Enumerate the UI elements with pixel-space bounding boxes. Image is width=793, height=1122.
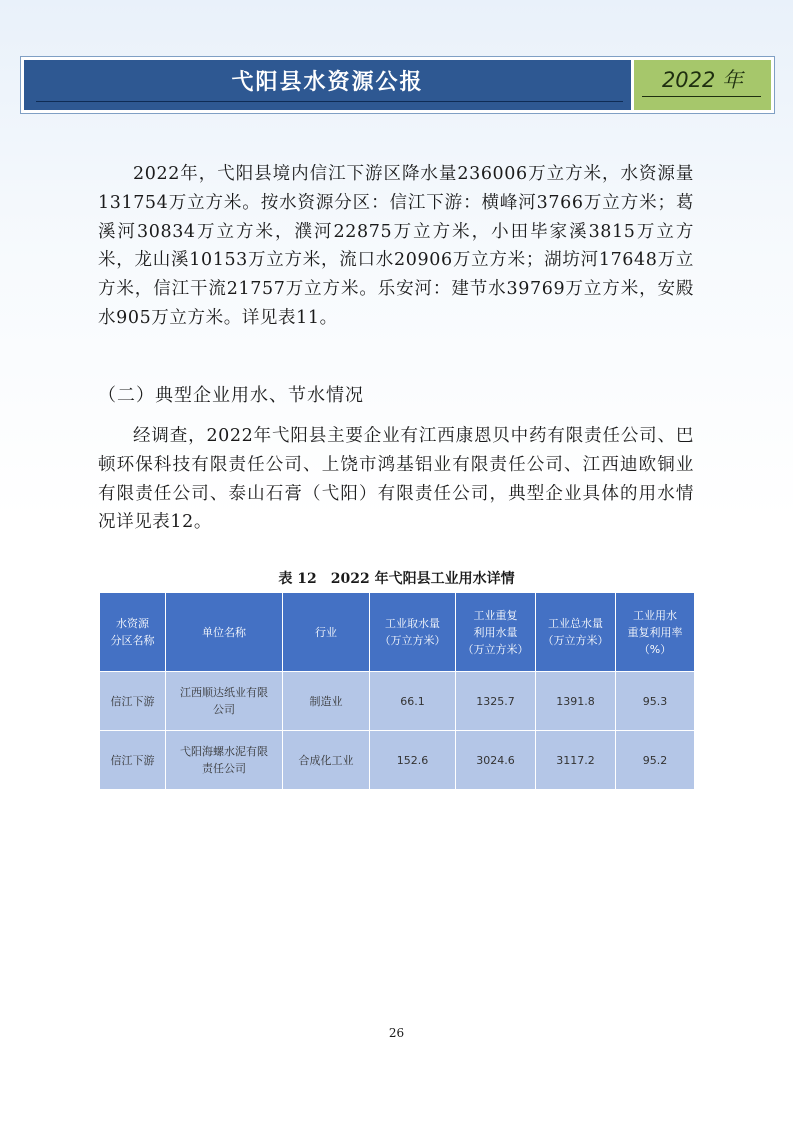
cell-intake: 152.6 [370, 731, 456, 790]
table-row [100, 731, 695, 790]
cell-industry: 制造业 [283, 672, 370, 731]
table-caption: 表 12 2022 年弋阳县工业用水详情 [278, 571, 515, 587]
paragraph-enterprises: 经调查，2022年弋阳县主要企业有江西康恩贝中药有限责任公司、巴顿环保科技有限责任公司、上饶市鸿基铝业有限责任公司、江西迪欧铜业有限责任公司、泰山石膏（弋阳）有限责任公司，典型企业具体的用水情况详见表12。 [98, 426, 694, 533]
header-year-box [634, 60, 771, 110]
section-heading: （二）典型企业用水、节水情况 [98, 385, 364, 406]
cell-reuse: 1325.7 [456, 672, 536, 731]
table-header-row [100, 593, 695, 672]
paragraph-rainfall: 2022年，弋阳县境内信江下游区降水量236006万立方米，水资源量131754万立方米。按水资源分区：信江下游：横峰河3766万立方米；葛溪河30834万立方米，濮河22875万立方米，小田毕家溪3815万立方米，龙山溪10153万立方米，流口水20906万立方米；湖坊河17648万立方米，信江干流21757万立方米。乐安河：建节水39769万立方米，安殿水905万立方米。详见表11。 [98, 164, 694, 328]
col-header-region: 水资源 分区名称 [100, 593, 166, 672]
table-row [100, 672, 695, 731]
cell-unit: 弋阳海螺水泥有限 责任公司 [166, 731, 283, 790]
cell-unit: 江西顺达纸业有限 公司 [166, 672, 283, 731]
page-number: 26 [388, 1026, 405, 1040]
col-header-industry: 行业 [283, 593, 370, 672]
col-header-unit: 单位名称 [166, 593, 283, 672]
report-year: 2022 年 [661, 68, 744, 92]
col-header-rate: 工业用水 重复利用率 （%） [616, 593, 695, 672]
header-title-box [24, 60, 631, 110]
cell-region: 信江下游 [100, 731, 166, 790]
cell-region: 信江下游 [100, 672, 166, 731]
cell-total: 3117.2 [536, 731, 616, 790]
cell-industry: 合成化工业 [283, 731, 370, 790]
industrial-water-table [99, 592, 695, 790]
col-header-reuse: 工业重复 利用水量 （万立方米） [456, 593, 536, 672]
year-rule [642, 96, 761, 97]
cell-rate: 95.3 [616, 672, 695, 731]
col-header-total: 工业总水量 （万立方米） [536, 593, 616, 672]
col-header-intake: 工业取水量 （万立方米） [370, 593, 456, 672]
header-rule [36, 101, 623, 102]
cell-total: 1391.8 [536, 672, 616, 731]
cell-rate: 95.2 [616, 731, 695, 790]
report-title: 弋阳县水资源公报 [231, 70, 424, 95]
cell-intake: 66.1 [370, 672, 456, 731]
cell-reuse: 3024.6 [456, 731, 536, 790]
